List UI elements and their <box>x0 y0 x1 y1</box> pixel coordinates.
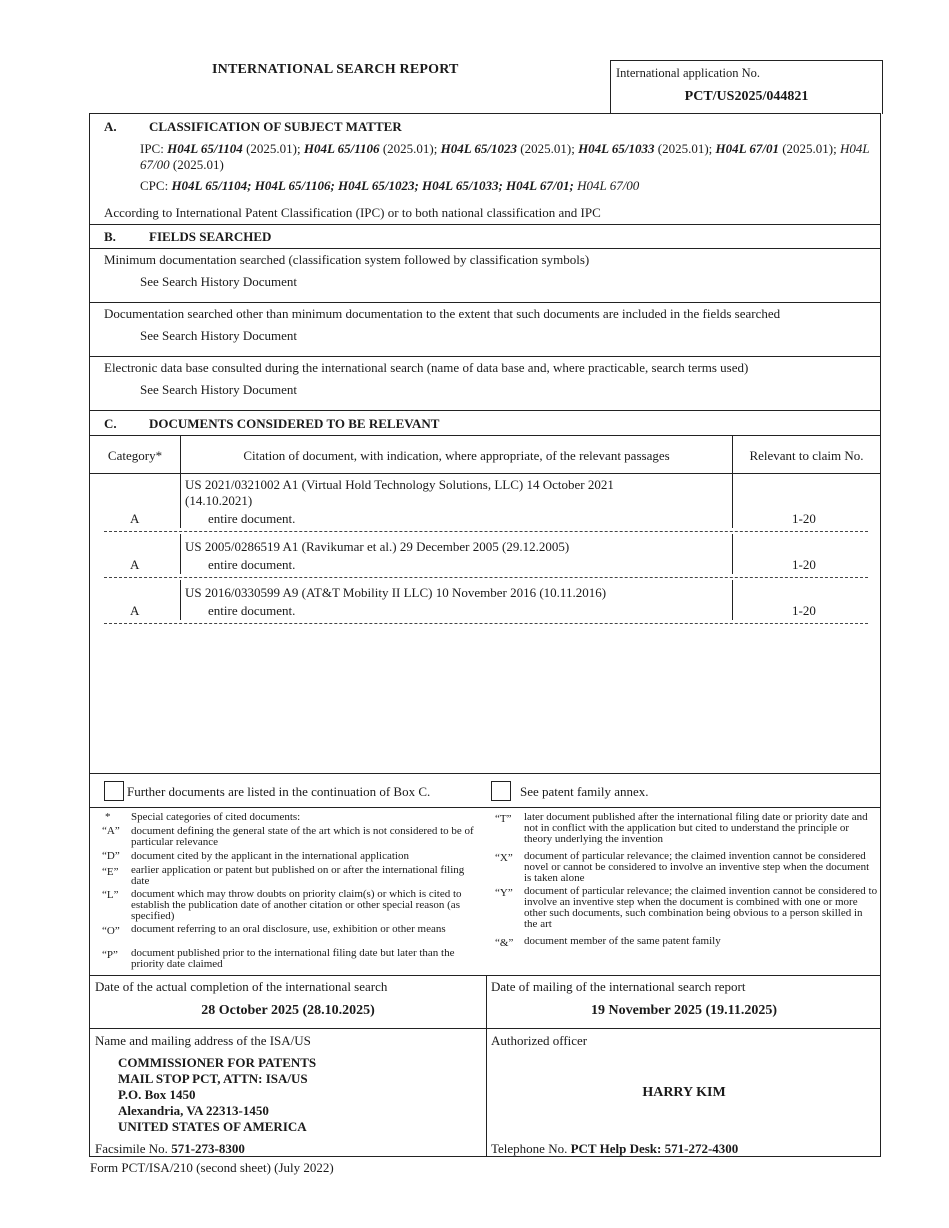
table-column-divider <box>180 580 181 620</box>
column-header-relevant: Relevant to claim No. <box>749 448 864 463</box>
ipc-code: H04L 65/1104 <box>167 141 243 156</box>
legend-key: “P” <box>102 949 118 961</box>
min-documentation-label: Minimum documentation searched (classification system followed by classification symbols) <box>104 252 590 267</box>
facsimile <box>95 1141 245 1156</box>
legend-key: “E” <box>102 866 119 878</box>
application-number-label: International application No. <box>616 66 761 80</box>
cpc-code-italic: H04L 67/00 <box>577 178 640 193</box>
ipc-date: (2025.01); <box>782 141 837 156</box>
citation-text: US 2005/0286519 A1 (Ravikumar et al.) 29 December 2005 (29.12.2005) <box>185 539 570 554</box>
legend-text: document referring to an oral disclosure, use, exhibition or other means <box>131 923 446 935</box>
classification-note: According to International Patent Classification (IPC) or to both national classification and IPC <box>104 205 601 220</box>
isa-address-line: UNITED STATES OF AMERICA <box>118 1119 307 1134</box>
citation-text: (14.10.2021) <box>185 493 253 508</box>
divider <box>89 410 881 411</box>
ipc-date: (2025.01) <box>172 157 224 172</box>
legend-text: document which may throw doubts on priority claim(s) or which is cited to establish the publication date of another citation or other special reason (as specified) <box>131 888 462 922</box>
divider <box>89 807 881 808</box>
legend-text: document defining the general state of the art which is not considered to be of particular relevance <box>131 825 474 848</box>
ipc-date: (2025.01); <box>520 141 575 156</box>
legend-key: “L” <box>102 889 119 901</box>
ipc-code: H04L 67/00 <box>140 141 870 172</box>
relevant-claims: 1-20 <box>792 511 816 526</box>
ipc-date: (2025.01); <box>382 141 438 156</box>
citation-passage: entire document. <box>208 603 296 618</box>
section-b-letter: B. <box>104 229 116 244</box>
telephone <box>491 1141 738 1156</box>
section-b-title: FIELDS SEARCHED <box>149 229 272 244</box>
other-documentation-value: See Search History Document <box>140 328 298 343</box>
citation-passage: entire document. <box>208 511 296 526</box>
divider <box>89 224 881 225</box>
application-number-box <box>610 60 883 114</box>
ipc-classification <box>140 141 870 173</box>
legend-key: “D” <box>102 850 120 862</box>
table-column-divider <box>180 534 181 574</box>
divider <box>89 356 881 357</box>
isa-address-line: COMMISSIONER FOR PATENTS <box>118 1055 317 1070</box>
patent-family-label: See patent family annex. <box>520 784 649 799</box>
citation-passage: entire document. <box>208 557 296 572</box>
cpc-codes: H04L 65/1104; H04L 65/1106; H04L 65/1023; H04L 65/1033; H04L 67/01; <box>171 178 574 193</box>
report-title: INTERNATIONAL SEARCH REPORT <box>212 62 459 77</box>
mailing-date: 19 November 2025 (19.11.2025) <box>591 1003 777 1018</box>
divider <box>89 773 881 774</box>
section-c-letter: C. <box>104 416 117 431</box>
mailing-date-label: Date of mailing of the international search report <box>491 979 746 994</box>
patent-family-checkbox[interactable] <box>491 781 511 801</box>
section-b-heading <box>104 229 271 245</box>
legend-text: document of particular relevance; the claimed invention cannot be considered novel or cannot be considered to involve an inventive step when the document is taken alone <box>524 850 870 884</box>
legend-key: “Y” <box>495 887 513 899</box>
citation-category: A <box>130 557 140 572</box>
table-column-divider <box>732 580 733 620</box>
row-separator <box>104 531 868 532</box>
min-documentation-value: See Search History Document <box>140 274 298 289</box>
section-c-title: DOCUMENTS CONSIDERED TO BE RELEVANT <box>149 416 440 431</box>
facsimile-number: 571-273-8300 <box>171 1141 245 1156</box>
other-documentation-label: Documentation searched other than minimum documentation to the extent that such documents are included in the fields searched <box>104 306 781 321</box>
table-column-divider <box>732 473 733 528</box>
ipc-date: (2025.01); <box>657 141 713 156</box>
box-c-label: Further documents are listed in the continuation of Box C. <box>127 784 431 799</box>
authorized-officer-name: HARRY KIM <box>642 1085 726 1100</box>
legend-text: document cited by the applicant in the international application <box>131 850 409 862</box>
section-a-title: CLASSIFICATION OF SUBJECT MATTER <box>149 119 402 134</box>
divider <box>89 435 881 436</box>
relevant-claims: 1-20 <box>792 603 816 618</box>
completion-date: 28 October 2025 (28.10.2025) <box>201 1003 375 1018</box>
divider <box>89 1028 881 1029</box>
legend-text: document of particular relevance; the claimed invention cannot be considered to involve an inventive step when the document is combined with one or more other such documents, such combination being obvious to a person skilled in the art <box>524 885 878 930</box>
legend-key: * <box>105 811 111 823</box>
facsimile-label: Facsimile No. <box>95 1141 168 1156</box>
citation-category: A <box>130 603 140 618</box>
legend-key: “T” <box>495 813 512 825</box>
legend-text: earlier application or patent but published on or after the international filing date <box>131 864 465 887</box>
ipc-code: H04L 65/1033 <box>578 141 655 156</box>
telephone-label: Telephone No. <box>491 1141 568 1156</box>
legend-key: “X” <box>495 852 513 864</box>
ipc-code: H04L 67/01 <box>715 141 779 156</box>
electronic-database-label: Electronic data base consulted during the international search (name of data base and, where practicable, search terms used) <box>104 360 749 375</box>
section-a-letter: A. <box>104 119 117 134</box>
citation-text: US 2016/0330599 A9 (AT&T Mobility II LLC) 10 November 2016 (10.11.2016) <box>185 585 607 600</box>
electronic-database-value: See Search History Document <box>140 382 298 397</box>
cpc-prefix: CPC: <box>140 178 169 193</box>
report-frame <box>89 113 881 1157</box>
ipc-code: H04L 65/1106 <box>303 141 380 156</box>
form-footer: Form PCT/ISA/210 (second sheet) (July 2022) <box>90 1160 334 1175</box>
ipc-code: H04L 65/1023 <box>440 141 518 156</box>
column-header-citation: Citation of document, with indication, where appropriate, of the relevant passages <box>243 448 670 463</box>
relevant-claims: 1-20 <box>792 557 816 572</box>
citation-text: US 2021/0321002 A1 (Virtual Hold Technology Solutions, LLC) 14 October 2021 <box>185 477 614 492</box>
completion-date-label: Date of the actual completion of the international search <box>95 979 388 994</box>
divider <box>89 248 881 249</box>
column-header-category: Category* <box>107 448 163 463</box>
table-column-divider <box>732 534 733 574</box>
divider <box>89 975 881 976</box>
row-separator <box>104 623 868 624</box>
legend-text: document published prior to the international filing date but later than the priority date claimed <box>131 947 455 970</box>
legend-key: “A” <box>102 825 120 837</box>
application-number: PCT/US2025/044821 <box>684 89 809 104</box>
divider <box>89 302 881 303</box>
isa-address-line: P.O. Box 1450 <box>118 1087 196 1102</box>
legend-key: “&” <box>495 937 514 949</box>
row-separator <box>104 577 868 578</box>
legend-text: Special categories of cited documents: <box>131 811 301 823</box>
ipc-date: (2025.01); <box>246 141 301 156</box>
isa-address-line: Alexandria, VA 22313-1450 <box>118 1103 269 1118</box>
legend-text: later document published after the international filing date or priority date and not in conflict with the application but cited to understand the principle or theory underlying the invention <box>524 811 868 845</box>
citation-category: A <box>130 511 140 526</box>
isa-address-line: MAIL STOP PCT, ATTN: ISA/US <box>118 1071 308 1086</box>
isa-label: Name and mailing address of the ISA/US <box>95 1033 311 1048</box>
legend-key: “O” <box>102 925 120 937</box>
section-c-heading <box>104 416 439 432</box>
box-c-checkbox[interactable] <box>104 781 124 801</box>
cpc-classification <box>140 178 870 193</box>
authorized-officer-label: Authorized officer <box>491 1033 588 1048</box>
legend-text: document member of the same patent family <box>524 935 721 947</box>
section-a-heading <box>104 119 402 135</box>
table-column-divider <box>180 473 181 528</box>
telephone-number: PCT Help Desk: 571-272-4300 <box>570 1141 739 1156</box>
divider <box>89 473 881 474</box>
ipc-prefix: IPC: <box>140 141 164 156</box>
